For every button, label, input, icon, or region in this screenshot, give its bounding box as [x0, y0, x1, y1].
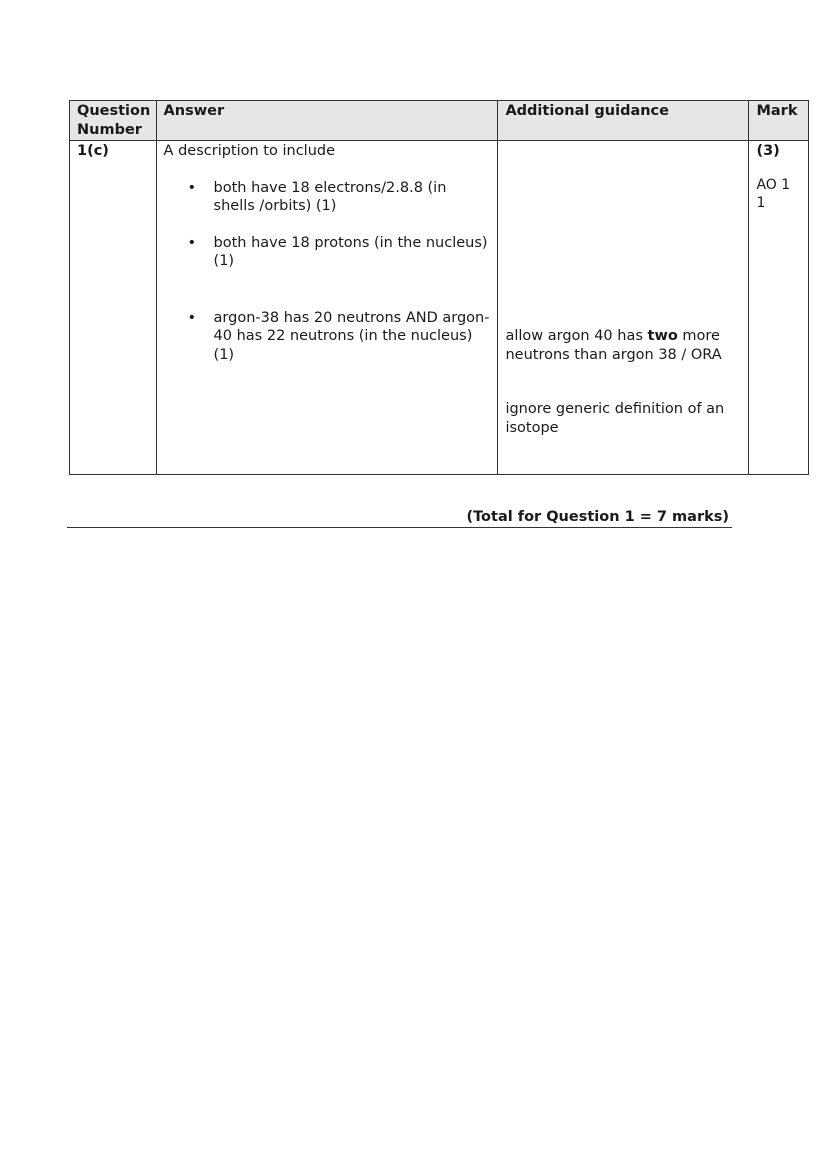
- answer-point-protons-text: both have 18 protons (in the nucleus): [213, 234, 488, 251]
- mark-scheme-table: [69, 100, 809, 475]
- answer-point-electrons: • both have 18 electrons/2.8.8 (in shells /orbits) (1): [164, 179, 491, 216]
- guidance-allow-bold: two: [647, 328, 678, 344]
- answer-point-protons: [164, 234, 491, 271]
- question-number-cell: 1(c): [70, 141, 157, 475]
- answer-point-protons-mark: (1): [213, 253, 235, 269]
- guidance-cell: [498, 141, 749, 475]
- guidance-allow-pre: allow argon 40 has: [505, 328, 648, 344]
- answer-points: [164, 179, 491, 365]
- header-row: [70, 101, 809, 141]
- guidance-allow: [505, 327, 741, 364]
- guidance-ignore: ignore generic definition of an isotope: [505, 401, 725, 436]
- answer-point-neutrons: • argon-38 has 20 neutrons AND argon-40 has 22 neutrons (in the nucleus) (1): [164, 309, 491, 365]
- question-total-text: (Total for Question 1 = 7 marks): [466, 509, 729, 525]
- answer-intro: A description to include: [163, 143, 336, 159]
- answer-cell: [156, 141, 498, 475]
- header-answer: Answer: [156, 101, 498, 141]
- header-mark: Mark: [749, 101, 809, 141]
- table-row: [70, 141, 809, 475]
- mark-value: (3): [756, 143, 780, 159]
- assessment-objective: AO 1 1: [756, 176, 791, 211]
- mark-cell: [749, 141, 809, 475]
- header-question-number: Question Number: [70, 101, 157, 141]
- guidance-allow-post: more neutrons than argon 38 / ORA: [505, 328, 722, 363]
- question-total: [67, 508, 732, 528]
- header-guidance: Additional guidance: [498, 101, 749, 141]
